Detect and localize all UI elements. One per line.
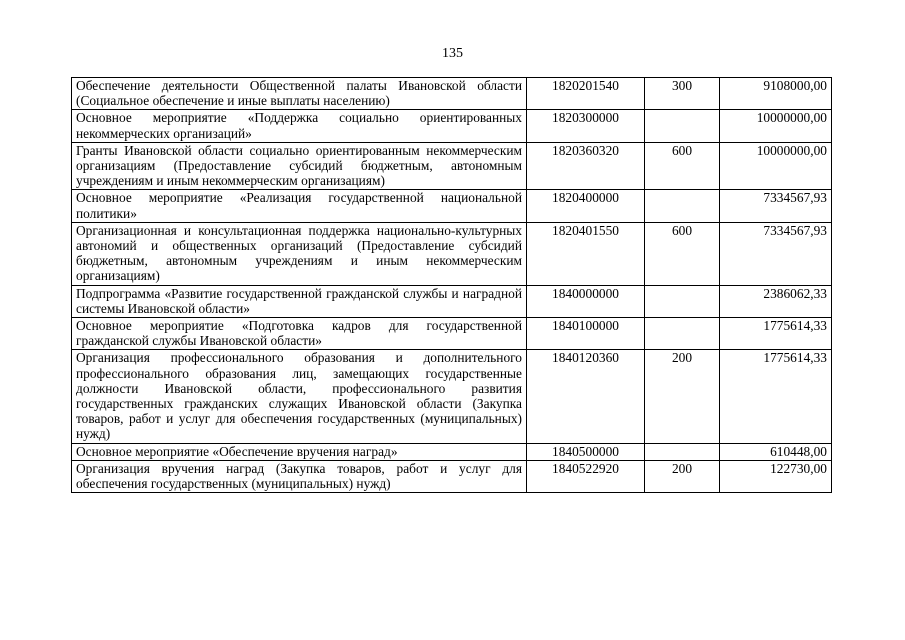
row-code-cell: 1840500000	[527, 443, 645, 460]
row-code-cell: 1820401550	[527, 222, 645, 285]
table-row	[72, 142, 832, 190]
row-sum-cell: 1775614,33	[720, 318, 832, 350]
row-sum-cell: 10000000,00	[720, 142, 832, 190]
row-type-cell: 200	[645, 350, 720, 443]
row-sum-cell: 2386062,33	[720, 285, 832, 317]
row-type-cell: 200	[645, 460, 720, 492]
row-type-cell	[645, 190, 720, 222]
row-sum-cell: 9108000,00	[720, 78, 832, 110]
row-code-cell: 1840100000	[527, 318, 645, 350]
row-sum-cell: 1775614,33	[720, 350, 832, 443]
row-code-cell: 1820400000	[527, 190, 645, 222]
row-type-cell: 600	[645, 142, 720, 190]
row-name-cell: Основное мероприятие «Реализация государственной национальной политики»	[72, 190, 527, 222]
table-row	[72, 190, 832, 222]
table-row	[72, 443, 832, 460]
row-type-cell: 600	[645, 222, 720, 285]
row-name-cell: Организация вручения наград (Закупка товаров, работ и услуг для обеспечения государственных (муниципальных) нужд)	[72, 460, 527, 492]
row-name-cell: Подпрограмма «Развитие государственной гражданской службы и наградной системы Ивановской области»	[72, 285, 527, 317]
row-sum-cell: 7334567,93	[720, 222, 832, 285]
row-type-cell: 300	[645, 78, 720, 110]
row-name-cell: Гранты Ивановской области социально ориентированным некоммерческим организациям (Предоставление субсидий бюджетным, автономным учреждениям и иным некоммерческим организациям)	[72, 142, 527, 190]
row-sum-cell: 10000000,00	[720, 110, 832, 142]
table-row	[72, 460, 832, 492]
row-name-cell: Организация профессионального образования и дополнительного профессионального образования лиц, замещающих государственные должности Ивановской области, профессионального развития государственных гражданских служащих Ивановской области (Закупка товаров, работ и услуг для обеспечения государственных (муниципальных) нужд)	[72, 350, 527, 443]
row-code-cell: 1820360320	[527, 142, 645, 190]
row-sum-cell: 610448,00	[720, 443, 832, 460]
row-code-cell: 1820300000	[527, 110, 645, 142]
row-name-cell: Основное мероприятие «Подготовка кадров для государственной гражданской службы Ивановской области»	[72, 318, 527, 350]
table-row	[72, 285, 832, 317]
table-row	[72, 350, 832, 443]
budget-table	[71, 77, 832, 493]
row-code-cell: 1840120360	[527, 350, 645, 443]
table-row	[72, 318, 832, 350]
row-type-cell	[645, 318, 720, 350]
row-name-cell: Основное мероприятие «Обеспечение вручения наград»	[72, 443, 527, 460]
row-type-cell	[645, 443, 720, 460]
row-code-cell: 1840522920	[527, 460, 645, 492]
row-code-cell: 1820201540	[527, 78, 645, 110]
row-name-cell: Организационная и консультационная поддержка национально-культурных автономий и общественных организаций (Предоставление субсидий бюджетным, автономным учреждениям и иным некоммерческим организациям)	[72, 222, 527, 285]
row-sum-cell: 122730,00	[720, 460, 832, 492]
table-row	[72, 110, 832, 142]
row-sum-cell: 7334567,93	[720, 190, 832, 222]
table-row	[72, 222, 832, 285]
row-type-cell	[645, 110, 720, 142]
row-name-cell: Обеспечение деятельности Общественной палаты Ивановской области (Социальное обеспечение и иные выплаты населению)	[72, 78, 527, 110]
row-type-cell	[645, 285, 720, 317]
table-row	[72, 78, 832, 110]
row-name-cell: Основное мероприятие «Поддержка социально ориентированных некоммерческих организаций»	[72, 110, 527, 142]
page-number: 135	[442, 46, 463, 61]
row-code-cell: 1840000000	[527, 285, 645, 317]
